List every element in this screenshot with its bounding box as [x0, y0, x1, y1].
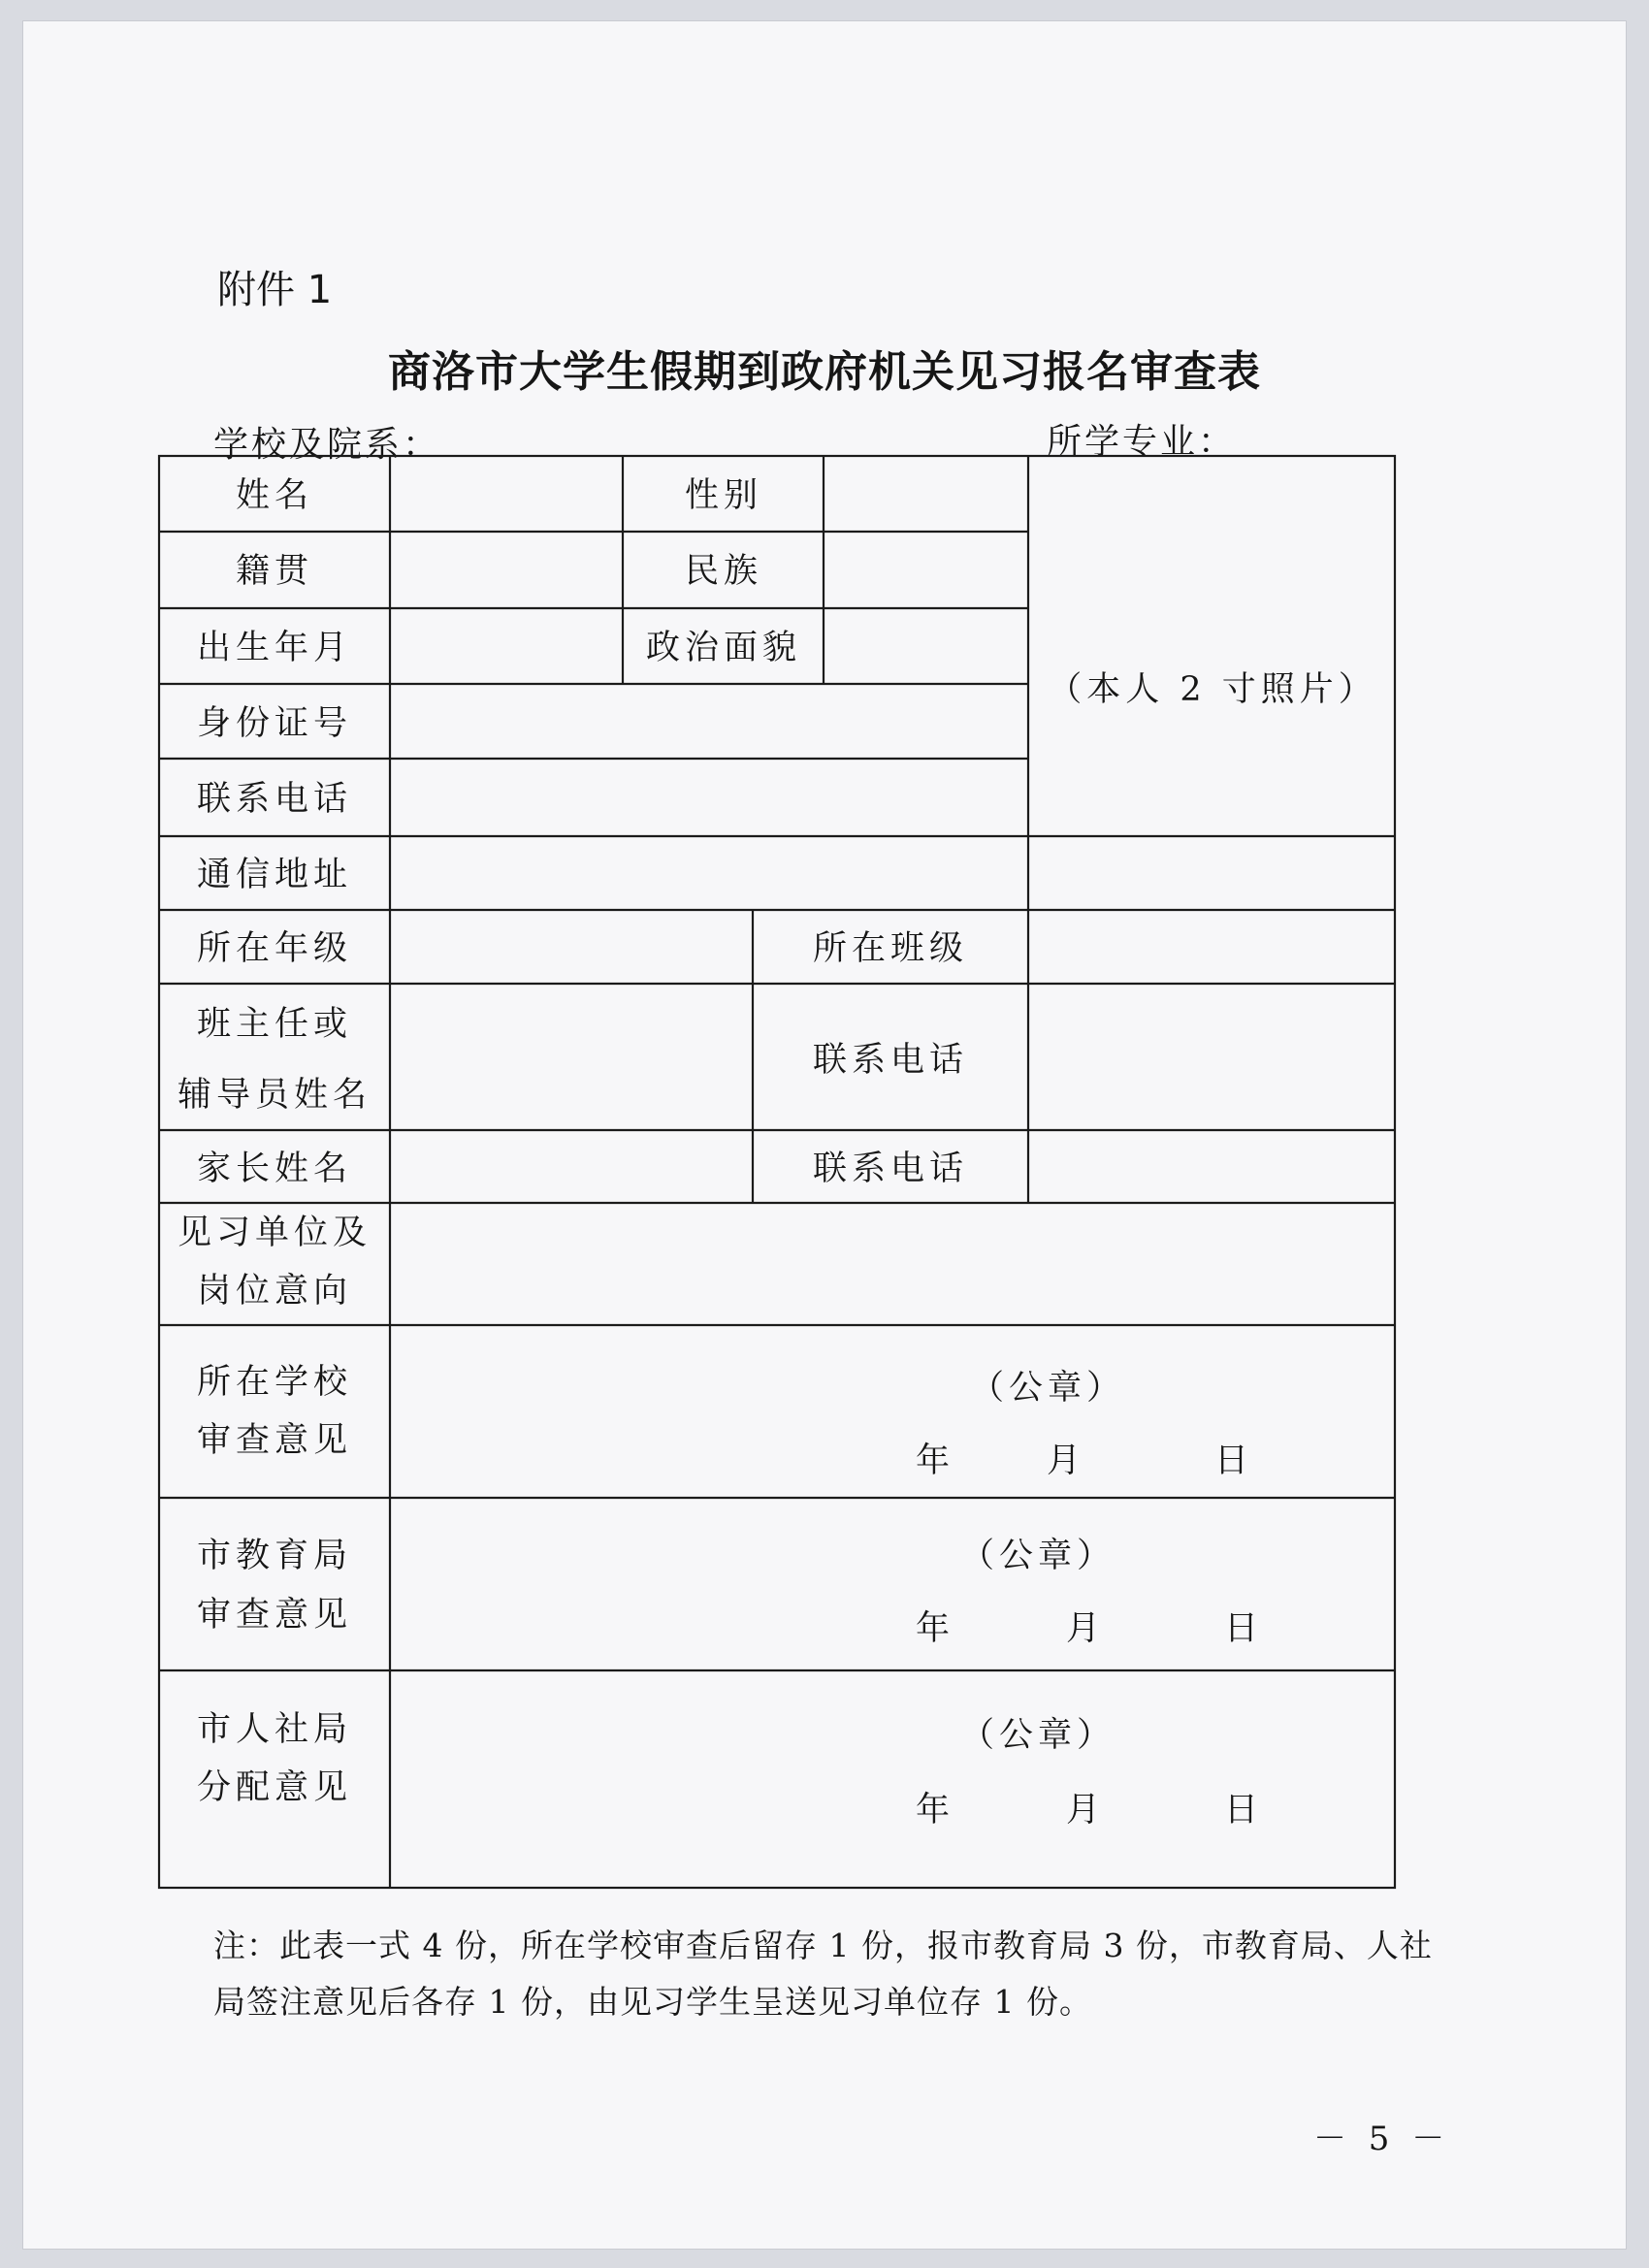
seal-school: （公章） — [969, 1369, 1126, 1408]
seal-hr: （公章） — [959, 1716, 1116, 1755]
label-teacher-line1: 班主任或 — [196, 1005, 353, 1044]
label-political: 政治面貌 — [645, 629, 802, 667]
label-intent-line1: 见习单位及 — [177, 1214, 372, 1252]
day-edu: 日 — [1223, 1609, 1264, 1648]
year-hr: 年 — [915, 1791, 955, 1830]
label-gender: 性别 — [684, 476, 763, 515]
label-grade: 所在年级 — [196, 929, 353, 968]
year-school: 年 — [915, 1442, 955, 1480]
label-birth: 出生年月 — [196, 629, 353, 667]
month-school: 月 — [1046, 1442, 1086, 1480]
label-school-review-line1: 所在学校 — [196, 1363, 353, 1402]
year-edu: 年 — [915, 1609, 955, 1648]
label-ethnicity: 民族 — [684, 552, 763, 591]
school-department-label: 学校及院系： — [213, 425, 441, 465]
label-id-number: 身份证号 — [196, 704, 353, 743]
label-teacher-phone: 联系电话 — [812, 1041, 969, 1080]
label-parent: 家长姓名 — [196, 1150, 353, 1188]
label-class: 所在班级 — [812, 929, 969, 968]
label-address: 通信地址 — [196, 856, 353, 894]
seal-edu: （公章） — [959, 1537, 1116, 1575]
label-parent-phone: 联系电话 — [812, 1150, 969, 1188]
registration-form-table — [23, 21, 1626, 2249]
day-hr: 日 — [1223, 1791, 1264, 1830]
month-edu: 月 — [1065, 1609, 1106, 1648]
label-intent-line2: 岗位意向 — [196, 1272, 353, 1311]
label-edu-review-line2: 审查意见 — [196, 1596, 353, 1635]
footnote: 注：此表一式 4 份，所在学校审查后留存 1 份，报市教育局 3 份，市教育局、人社局签注意见后各存 1 份，由见习学生呈送见习单位存 1 份。 — [213, 1927, 1433, 2021]
label-teacher-line2: 辅导员姓名 — [177, 1076, 372, 1115]
label-phone: 联系电话 — [196, 780, 353, 819]
label-hr-review-line1: 市人社局 — [196, 1710, 353, 1749]
label-hr-review-line2: 分配意见 — [196, 1768, 353, 1807]
label-name: 姓名 — [235, 476, 314, 515]
page-title: 商洛市大学生假期到政府机关见习报名审查表 — [388, 347, 1261, 397]
month-hr: 月 — [1065, 1791, 1106, 1830]
label-native-place: 籍贯 — [235, 552, 314, 591]
day-school: 日 — [1213, 1442, 1254, 1480]
label-school-review-line2: 审查意见 — [196, 1421, 353, 1460]
label-edu-review-line1: 市教育局 — [196, 1537, 353, 1575]
attachment-label: 附件 1 — [217, 268, 333, 312]
photo-placeholder: （本人 2 寸照片） — [1048, 670, 1377, 709]
page-number: － 5 － — [1313, 2120, 1451, 2158]
document-page — [23, 21, 1626, 2249]
major-label: 所学专业： — [1047, 422, 1237, 462]
